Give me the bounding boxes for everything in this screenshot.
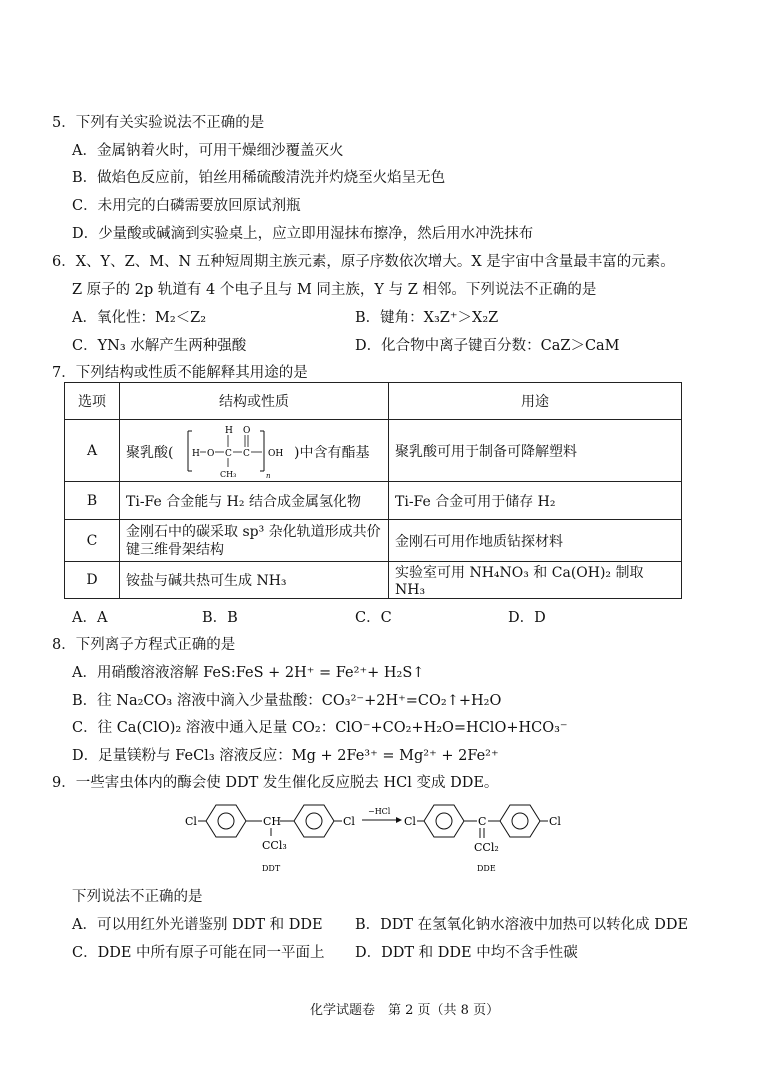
q7-row-b-property: Ti-Fe 合金能与 H₂ 结合成金属氢化物 <box>120 482 389 520</box>
dde-ccl2: CCl₂ <box>474 841 499 854</box>
q8-option-a: A．用硝酸溶液溶解 FeS:FeS + 2H⁺ = Fe²⁺+ H₂S↑ <box>72 665 425 681</box>
q9-option-c: C．DDE 中所有原子可能在同一平面上 <box>72 945 325 961</box>
q7-table <box>64 382 682 599</box>
ddt-dde-reaction-figure <box>180 796 580 878</box>
table-row <box>65 482 682 520</box>
q7-row-c-use: 金刚石可用作地质钻探材料 <box>389 520 682 562</box>
q7-row-a-prefix: 聚乳酸( <box>126 444 174 461</box>
q7-answer-d: D．D <box>508 610 546 626</box>
reaction-arrow-label: −HCl <box>368 807 391 816</box>
q7-row-a-property <box>120 420 389 482</box>
q7-header-property: 结构或性质 <box>120 383 389 420</box>
polylactic-acid-structure <box>184 421 294 481</box>
q5-option-d: D．少量酸或碱滴到实验桌上，应立即用湿抹布擦净，然后用水冲洗抹布 <box>72 226 534 242</box>
page-footer: 化学试题卷 第 2 页（共 8 页） <box>310 1003 500 1018</box>
struct-h-end: H <box>192 448 200 459</box>
q7-answer-c: C．C <box>355 610 392 626</box>
table-row <box>65 520 682 562</box>
q8-option-d: D．足量镁粉与 FeCl₃ 溶液反应：Mg + 2Fe³⁺ = Mg²⁺ + 2Fe²⁺ <box>72 748 499 764</box>
ddt-ch: CH <box>263 815 282 828</box>
ddt-cl-left: Cl <box>185 815 197 828</box>
q7-row-d-use: 实验室可用 NH₄NO₃ 和 Ca(OH)₂ 制取 NH₃ <box>389 562 682 599</box>
struct-h-top: H <box>225 425 233 436</box>
q9-stem-2: 下列说法不正确的是 <box>72 889 203 905</box>
struct-c-carbonyl: C <box>243 448 250 459</box>
q7-row-a-suffix: )中含有酯基 <box>294 444 370 461</box>
q8-option-c: C．往 Ca(ClO)₂ 溶液中通入足量 CO₂：ClO⁻+CO₂+H₂O=HClO+HCO₃⁻ <box>72 720 568 736</box>
q9-option-d: D．DDT 和 DDE 中均不含手性碳 <box>355 945 578 961</box>
q7-row-a-option: A <box>65 420 120 482</box>
q7-stem: 7．下列结构或性质不能解释其用途的是 <box>52 365 308 381</box>
q5-option-a: A．金属钠着火时，可用干燥细沙覆盖灭火 <box>72 143 344 159</box>
dde-c: C <box>478 815 487 828</box>
ddt-label: DDT <box>262 864 281 873</box>
dde-cl-right: Cl <box>549 815 561 828</box>
q7-table-header <box>65 383 682 420</box>
q6-stem-line2: Z 原子的 2p 轨道有 4 个电子且与 M 同主族，Y 与 Z 相邻。下列说法不正确的是 <box>72 282 597 298</box>
q7-row-b-option: B <box>65 482 120 520</box>
q8-stem: 8．下列离子方程式正确的是 <box>52 637 236 653</box>
q7-row-c-property: 金刚石中的碳采取 sp³ 杂化轨道形成共价键三维骨架结构 <box>120 520 389 562</box>
ddt-cl-right: Cl <box>343 815 355 828</box>
struct-n: n <box>266 471 271 480</box>
q8-option-b: B．往 Na₂CO₃ 溶液中滴入少量盐酸：CO₃²⁻+2H⁺=CO₂↑+H₂O <box>72 693 502 709</box>
q9-option-b: B．DDT 在氢氧化钠水溶液中加热可以转化成 DDE <box>355 917 689 933</box>
q7-answer-b: B．B <box>202 610 238 626</box>
q7-row-d-option: D <box>65 562 120 599</box>
q5-option-c: C．未用完的白磷需要放回原试剂瓶 <box>72 198 301 214</box>
struct-ch3: CH₃ <box>220 469 237 479</box>
q6-option-a: A．氧化性：M₂＜Z₂ <box>72 310 207 326</box>
q7-row-d-property: 铵盐与碱共热可生成 NH₃ <box>120 562 389 599</box>
q5-stem: 5．下列有关实验说法不正确的是 <box>52 115 265 131</box>
dde-label: DDE <box>477 864 496 873</box>
table-row <box>65 562 682 599</box>
q5-option-b: B．做焰色反应前，铂丝用稀硫酸清洗并灼烧至火焰呈无色 <box>72 170 446 186</box>
q7-answer-a: A．A <box>72 610 108 626</box>
q9-stem: 9．一些害虫体内的酶会使 DDT 发生催化反应脱去 HCl 变成 DDE。 <box>52 775 499 791</box>
ddt-ccl3: CCl₃ <box>262 839 287 852</box>
q7-row-a-use: 聚乳酸可用于制备可降解塑料 <box>389 420 682 482</box>
table-row <box>65 420 682 482</box>
struct-oh: OH <box>268 448 284 459</box>
q7-header-option: 选项 <box>65 383 120 420</box>
q6-option-c: C．YN₃ 水解产生两种强酸 <box>72 338 247 354</box>
struct-o-ether: O <box>207 448 215 459</box>
q9-option-a: A．可以用红外光谱鉴别 DDT 和 DDE <box>72 917 323 933</box>
q6-stem-line1: 6．X、Y、Z、M、N 五种短周期主族元素，原子序数依次增大。X 是宇宙中含量最丰富的元素。 <box>52 254 675 270</box>
q6-option-d: D．化合物中离子键百分数：CaZ＞CaM <box>355 338 620 354</box>
struct-c-alpha: C <box>225 448 232 459</box>
dde-cl-left: Cl <box>404 815 416 828</box>
q7-row-c-option: C <box>65 520 120 562</box>
q7-header-use: 用途 <box>389 383 682 420</box>
struct-o-carbonyl: O <box>243 425 251 436</box>
q6-option-b: B．键角：X₃Z⁺＞X₂Z <box>355 310 499 326</box>
q7-row-b-use: Ti-Fe 合金可用于储存 H₂ <box>389 482 682 520</box>
